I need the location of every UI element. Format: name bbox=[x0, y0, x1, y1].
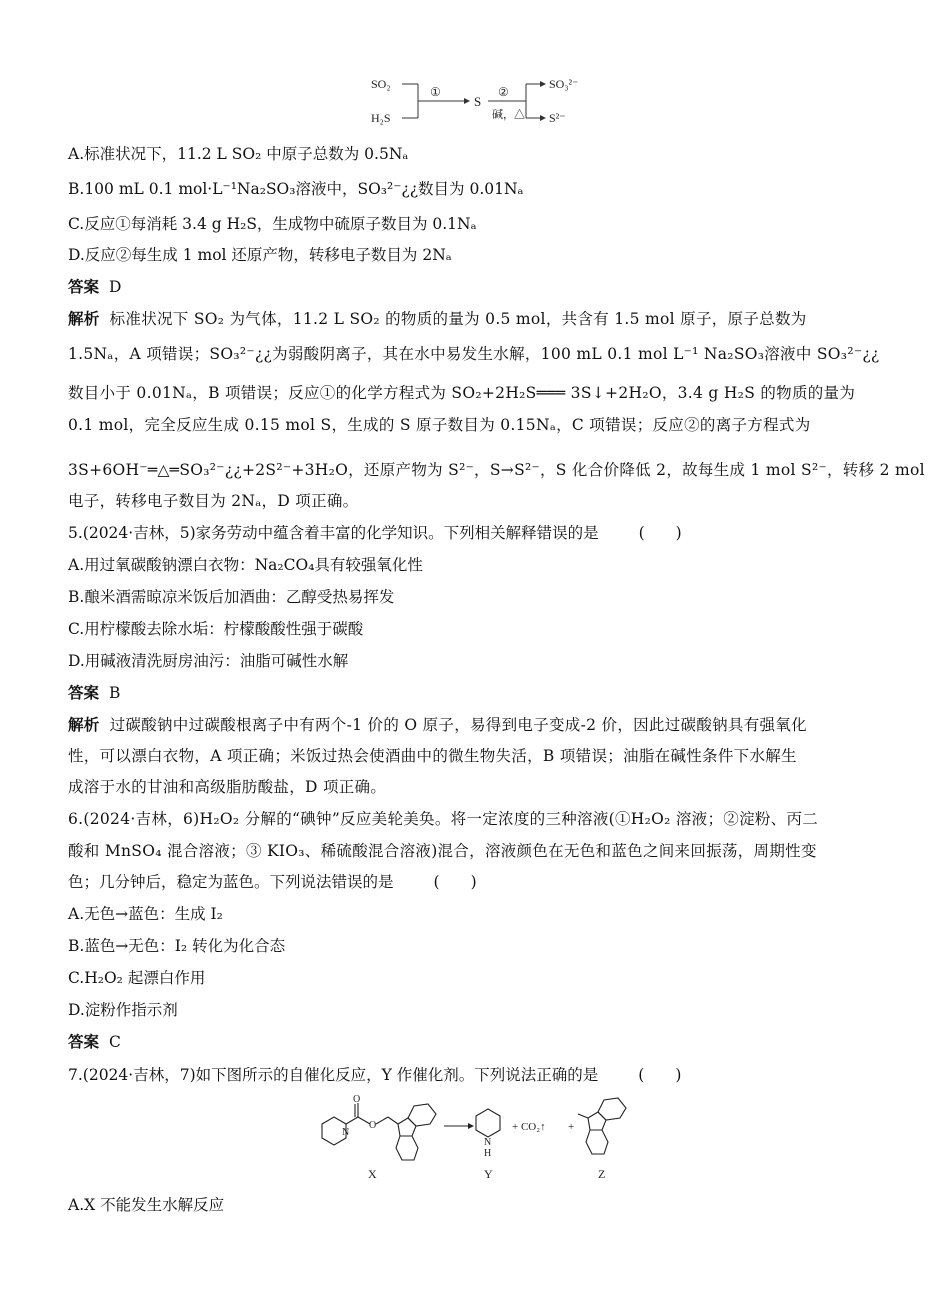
q5-option-d: D.用碱液清洗厨房油污：油脂可碱性水解 bbox=[68, 652, 349, 670]
x-ester-o: O bbox=[369, 1120, 377, 1131]
q6-option-d: D.淀粉作指示剂 bbox=[68, 1001, 178, 1019]
y-label: Y bbox=[484, 1167, 493, 1181]
condition-label: 碱，△ bbox=[492, 109, 525, 121]
s2-label: S²⁻ bbox=[549, 111, 566, 125]
answer-paren: ( ) bbox=[638, 1066, 682, 1084]
step1-label: ① bbox=[430, 85, 441, 99]
x-label: X bbox=[368, 1167, 377, 1181]
analysis-text: 过碳酸钠中过碳酸根离子中有两个-1 价的 O 原子，易得到电子变成-2 价，因此过碳酸钠具有强氧化 bbox=[109, 716, 807, 734]
plus-co2-label: + CO₂↑ bbox=[512, 1121, 546, 1133]
q6-option-b: B.蓝色→无色：I₂ 转化为化合态 bbox=[68, 937, 286, 955]
q4-analysis-line: 3S+6OH⁻═△═SO₃²⁻¿¿+2S²⁻+3H₂O，还原产物为 S²⁻，S→S²⁻，S 化合价降低 2，故每生成 1 mol S²⁻，转移 2 mol bbox=[68, 461, 925, 479]
q6-stem-line bbox=[68, 871, 890, 893]
h2s-label: H₂S bbox=[371, 111, 391, 125]
answer-value: C bbox=[109, 1033, 121, 1051]
answer-paren: ( ) bbox=[638, 524, 682, 542]
answer-label: 答案 bbox=[68, 683, 100, 702]
q5-stem-text: 5.(2024·吉林，5)家务劳动中蕴含着丰富的化学知识。下列相关解释错误的是 bbox=[68, 524, 599, 542]
q4-option-b: B.100 mL 0.1 mol·L⁻¹Na₂SO₃溶液中，SO₃²⁻¿¿数目为 0.01Nₐ bbox=[68, 180, 524, 198]
sulfur-flow-diagram bbox=[368, 72, 588, 130]
q5-analysis-line: 性，可以漂白衣物，A 项正确；米饭过热会使酒曲中的微生物失活，B 项错误；油脂在碱性条件下水解生 bbox=[68, 747, 797, 765]
q6-answer bbox=[68, 1031, 890, 1053]
q5-analysis-line bbox=[68, 714, 890, 736]
y-nitrogen: N bbox=[484, 1137, 492, 1148]
q4-answer bbox=[68, 276, 890, 298]
x-carbonyl-o: O bbox=[353, 1094, 361, 1105]
x-nitrogen: N bbox=[342, 1127, 350, 1138]
analysis-label: 解析 bbox=[68, 309, 100, 328]
molecule-z bbox=[578, 1098, 626, 1154]
z-label: Z bbox=[598, 1167, 606, 1181]
so2-label: SO₂ bbox=[371, 77, 391, 91]
q5-option-a: A.用过氧碳酸钠漂白衣物：Na₂CO₄具有较强氧化性 bbox=[68, 556, 423, 574]
q7-option-a: A.X 不能发生水解反应 bbox=[68, 1196, 225, 1214]
q4-analysis-line: 0.1 mol，完全反应生成 0.15 mol S，生成的 S 原子数目为 0.15Nₐ，C 项错误；反应②的离子方程式为 bbox=[68, 416, 811, 434]
q7-stem-text: 7.(2024·吉林，7)如下图所示的自催化反应，Y 作催化剂。下列说法正确的是 bbox=[68, 1066, 599, 1084]
q6-option-a: A.无色→蓝色：生成 I₂ bbox=[68, 905, 223, 923]
q4-option-d: D.反应②每生成 1 mol 还原产物，转移电子数目为 2Nₐ bbox=[68, 246, 452, 264]
analysis-text: 标准状况下 SO₂ 为气体，11.2 L SO₂ 的物质的量为 0.5 mol，共含有 1.5 mol 原子，原子总数为 bbox=[109, 310, 807, 328]
q5-answer bbox=[68, 682, 890, 704]
so3-label: SO₃²⁻ bbox=[549, 77, 579, 91]
q4-analysis-line: 数目小于 0.01Nₐ，B 项错误；反应①的化学方程式为 SO₂+2H₂S═══ 3S↓+2H₂O，3.4 g H₂S 的物质的量为 bbox=[68, 384, 856, 402]
molecule-y bbox=[476, 1109, 500, 1137]
q4-option-a: A.标准状况下，11.2 L SO₂ 中原子总数为 0.5Nₐ bbox=[68, 145, 409, 163]
q5-option-c: C.用柠檬酸去除水垢：柠檬酸酸性强于碳酸 bbox=[68, 620, 364, 638]
q6-stem-line: 酸和 MnSO₄ 混合溶液；③ KIO₃、稀硫酸混合溶液)混合，溶液颜色在无色和蓝色之间来回振荡，周期性变 bbox=[68, 842, 817, 860]
answer-value: D bbox=[109, 278, 122, 296]
y-hydrogen: H bbox=[484, 1148, 492, 1159]
q4-analysis-line: 1.5Nₐ，A 项错误；SO₃²⁻¿¿为弱酸阴离子，其在水中易发生水解，100 mL 0.1 mol L⁻¹ Na₂SO₃溶液中 SO₃²⁻¿¿ bbox=[68, 345, 880, 363]
q5-option-b: B.酿米酒需晾凉米饭后加酒曲：乙醇受热易挥发 bbox=[68, 588, 395, 606]
s-label: S bbox=[474, 94, 482, 109]
q4-analysis-line bbox=[68, 308, 890, 330]
reaction-scheme bbox=[312, 1092, 642, 1186]
q5-stem bbox=[68, 522, 890, 544]
step2-label: ② bbox=[498, 85, 509, 99]
q6-stem-line: 6.(2024·吉林，6)H₂O₂ 分解的“碘钟”反应美轮美奂。将一定浓度的三种溶液(①H₂O₂ 溶液；②淀粉、丙二 bbox=[68, 810, 819, 828]
q7-stem bbox=[68, 1064, 890, 1086]
answer-paren: ( ) bbox=[433, 873, 477, 891]
plus-sign: + bbox=[568, 1121, 575, 1133]
q4-option-c: C.反应①每消耗 3.4 g H₂S，生成物中硫原子数目为 0.1Nₐ bbox=[68, 215, 477, 233]
answer-value: B bbox=[109, 684, 121, 702]
analysis-label: 解析 bbox=[68, 715, 100, 734]
answer-label: 答案 bbox=[68, 277, 100, 296]
answer-label: 答案 bbox=[68, 1032, 100, 1051]
q5-analysis-line: 成溶于水的甘油和高级脂肪酸盐，D 项正确。 bbox=[68, 778, 387, 796]
q6-stem-text: 色；几分钟后，稳定为蓝色。下列说法错误的是 bbox=[68, 873, 394, 891]
q4-analysis-line: 电子，转移电子数目为 2Nₐ，D 项正确。 bbox=[68, 492, 359, 510]
q6-option-c: C.H₂O₂ 起漂白作用 bbox=[68, 969, 206, 987]
molecule-x bbox=[322, 1103, 436, 1160]
